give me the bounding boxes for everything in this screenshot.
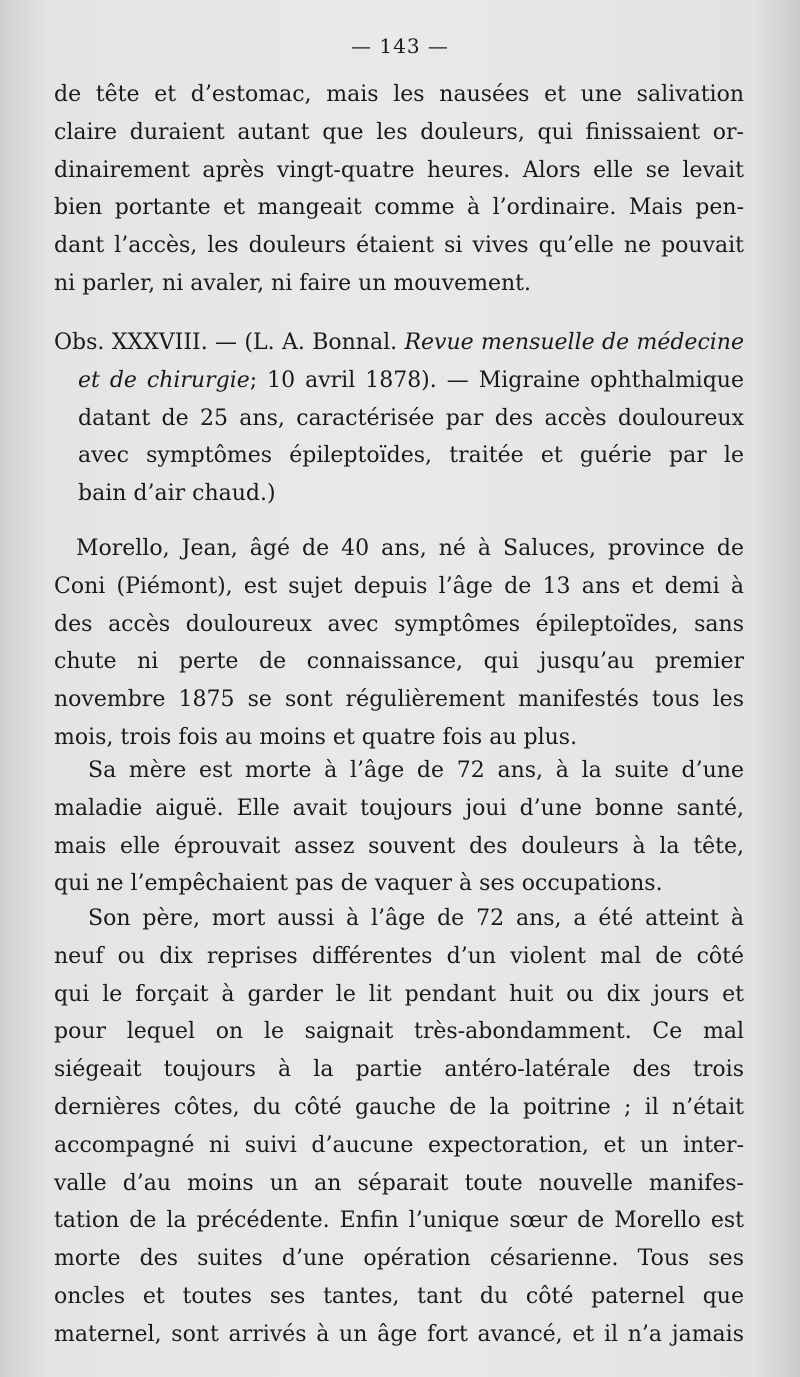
text-line: valle d’au moins un an séparait toute nouvelle manifes- [54, 1170, 744, 1196]
observation-heading [54, 324, 744, 513]
text-line: qui le forçait à garder le lit pendant huit ou dix jours et [54, 981, 744, 1007]
text-line [54, 324, 744, 362]
text-line: claire duraient autant que les douleurs, qui finissaient or- [54, 119, 744, 145]
text-line: maladie aiguë. Elle avait toujours joui d’une bonne santé, [54, 795, 744, 821]
text-line: neuf ou dix reprises différentes d’un violent mal de côté [54, 943, 744, 969]
text-line: bain d’air chaud.) [78, 481, 276, 507]
text-line: mois, trois fois au moins et quatre fois au plus. [54, 724, 578, 750]
observation-label: Obs. XXXVIII. — (L. A. Bonnal. [54, 330, 405, 355]
text-line: Coni (Piémont), est sujet depuis l’âge de 13 ans et demi à [54, 573, 744, 599]
text-line: Sa mère est morte à l’âge de 72 ans, à la suite d’une [88, 758, 744, 783]
text-line: datant de 25 ans, caractérisée par des accès douloureux [78, 405, 744, 431]
text-line: de tête et d’estomac, mais les nausées et une salivation [54, 82, 744, 107]
page-number: — 143 — [351, 34, 449, 58]
text-line: maternel, sont arrivés à un âge fort avancé, et il n’a jamais [54, 1321, 744, 1347]
text-line [54, 362, 744, 400]
journal-title-cont: et de chirurgie [78, 367, 250, 393]
journal-title: Revue mensuelle de médecine [404, 330, 745, 355]
text-line: morte des suites d’une opération césarienne. Tous ses [54, 1246, 744, 1272]
text-line: chute ni perte de connaissance, qui jusqu’au premier [54, 649, 744, 675]
text-line: siégeait toujours à la partie antéro-latérale des trois [54, 1057, 744, 1083]
text-line: ni parler, ni avaler, ni faire un mouvement. [54, 270, 532, 296]
text-line: des accès douloureux avec symptômes épileptoïdes, sans [54, 611, 744, 637]
text-line: oncles et toutes ses tantes, tant du côté paternel que [54, 1283, 744, 1309]
text-line: tation de la précédente. Enfin l’unique sœur de Morello est [54, 1208, 744, 1234]
text-line: novembre 1875 se sont régulièrement manifestés tous les [54, 687, 744, 713]
paragraph-mother [54, 752, 744, 903]
text-line: dant l’accès, les douleurs étaient si vives qu’elle ne pouvait [54, 233, 744, 259]
citation-detail: ; 10 avril 1878). — Migraine ophthalmique [249, 367, 744, 393]
text-line: dernières côtes, du côté gauche de la poitrine ; il n’était [54, 1094, 744, 1120]
text-line: accompagné ni suivi d’aucune expectoration, et un inter- [54, 1132, 744, 1158]
text-line: bien portante et mangeait comme à l’ordinaire. Mais pen- [54, 195, 744, 221]
paragraph-father [54, 900, 744, 1354]
paragraph-intro [54, 76, 744, 303]
text-line: Morello, Jean, âgé de 40 ans, né à Saluces, province de [76, 536, 744, 561]
text-line: dinairement après vingt-quatre heures. Alors elle se levait [54, 157, 744, 183]
text-line: qui ne l’empêchaient pas de vaquer à ses occupations. [54, 871, 663, 897]
paragraph-case [54, 530, 744, 757]
text-line: Son père, mort aussi à l’âge de 72 ans, a été atteint à [88, 906, 744, 931]
text-line: pour lequel on le saignait très-abondamment. Ce mal [54, 1019, 744, 1045]
text-line: avec symptômes épileptoïdes, traitée et guérie par le [78, 443, 744, 469]
text-line: mais elle éprouvait assez souvent des douleurs à la tête, [54, 833, 744, 859]
